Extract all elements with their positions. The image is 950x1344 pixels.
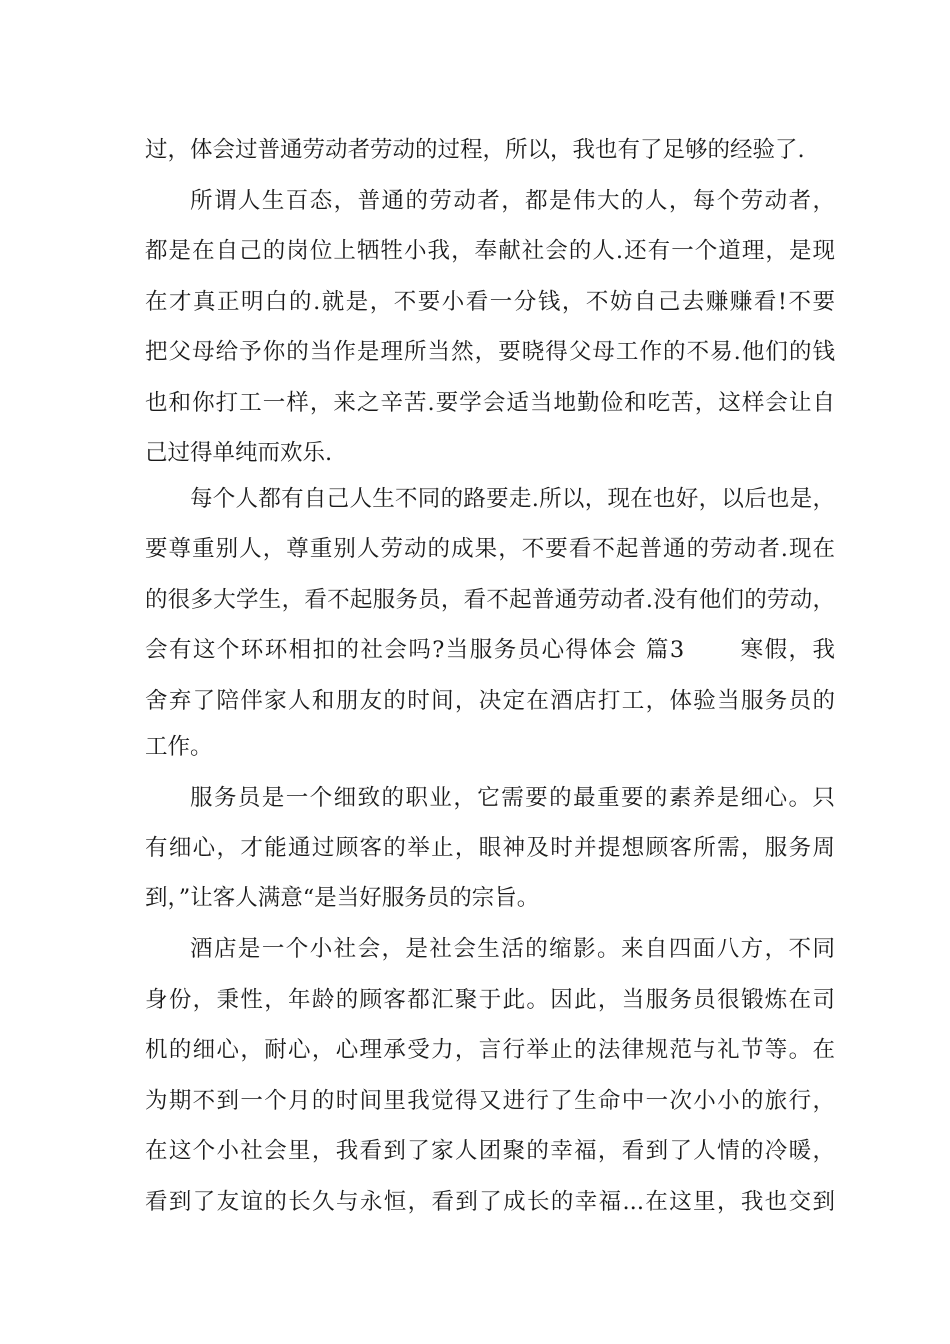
text-line: 过，体会过普通劳动者劳动的过程，所以，我也有了足够的经验了. [145,137,805,163]
text-line: 为期不到一个月的时间里我觉得又进行了生命中一次小小的旅行， [145,1088,835,1114]
text-line: 己过得单纯而欢乐. [145,440,333,466]
text-line: 看到了友谊的长久与永恒，看到了成长的幸福...在这里，我也交到 [145,1189,835,1215]
text-line: 把父母给予你的当作是理所当然，要晓得父母工作的不易.他们的钱 [145,339,835,365]
text-line: 要尊重别人，尊重别人劳动的成果，不要看不起普通的劳动者.现在 [145,536,835,562]
text-line: 所谓人生百态，普通的劳动者，都是伟大的人，每个劳动者， [190,188,835,214]
text-line: 的很多大学生，看不起服务员，看不起普通劳动者.没有他们的劳动， [145,587,835,613]
text-line: 有细心，才能通过顾客的举止，眼神及时并提想顾客所需，服务周 [145,835,835,861]
text-line: 工作。 [145,734,213,760]
text-line: 酒店是一个小社会，是社会生活的缩影。来自四面八方，不同 [190,936,835,962]
text-line: 服务员是一个细致的职业，它需要的最重要的素养是细心。只 [190,785,835,811]
text-line: 每个人都有自己人生不同的路要走.所以，现在也好，以后也是， [190,486,835,512]
text-line: 在才真正明白的.就是，不要小看一分钱，不妨自己去赚赚看!不要 [145,289,835,315]
text-line: 身份，秉性，年龄的顾客都汇聚于此。因此，当服务员很锻炼在司 [145,987,835,1013]
text-line: 在这个小社会里，我看到了家人团聚的幸福，看到了人情的冷暖， [145,1138,835,1164]
text-line: 也和你打工一样，来之辛苦.要学会适当地勤俭和吃苦，这样会让自 [145,390,835,416]
text-line: 到，”让客人满意“是当好服务员的宗旨。 [145,885,540,911]
text-line: 舍弃了陪伴家人和朋友的时间，决定在酒店打工，体验当服务员的 [145,688,835,714]
text-line: 会有这个环环相扣的社会吗?当服务员心得体会 篇3 寒假，我 [145,637,835,663]
text-line: 都是在自己的岗位上牺牲小我，奉献社会的人.还有一个道理，是现 [145,238,835,264]
text-line: 机的细心，耐心，心理承受力，言行举止的法律规范与礼节等。在 [145,1037,835,1063]
